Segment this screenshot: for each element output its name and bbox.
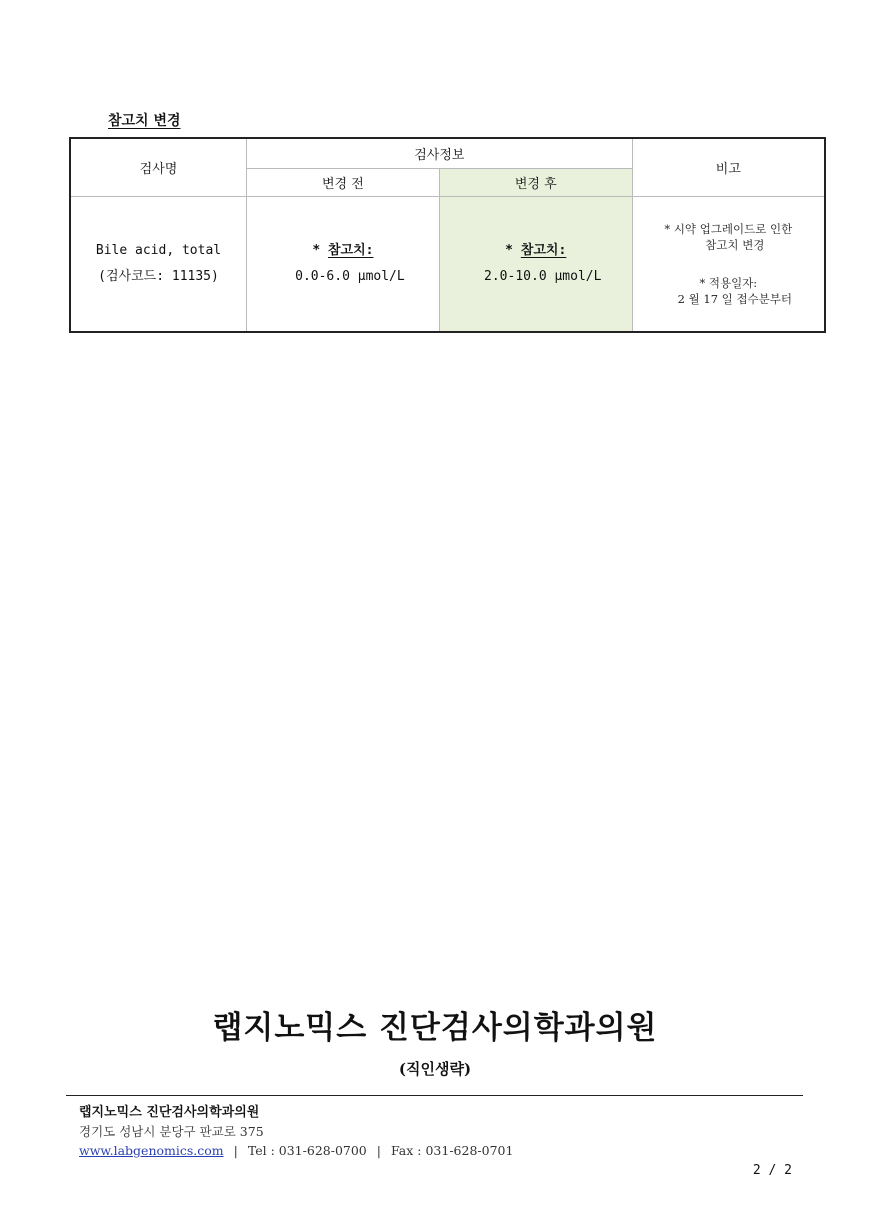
note-reason-line1: * 시약 업그레이드로 인한: [664, 221, 793, 236]
footer: [79, 1103, 513, 1160]
test-name: Bile acid, total: [95, 242, 222, 258]
test-name-cell: [70, 196, 247, 332]
after-label-star: *: [505, 242, 513, 258]
after-label-text: 참고치:: [520, 242, 567, 258]
footer-divider: [66, 1095, 803, 1096]
note-reason: [633, 221, 824, 253]
reference-change-table: [69, 137, 826, 333]
footer-address: 경기도 성남시 분당구 판교로 375: [79, 1124, 264, 1139]
note-reason-line2: 참고치 변경: [705, 237, 765, 252]
note-effective-date: [633, 275, 824, 307]
after-value: 2.0-10.0 μmol/L: [484, 268, 602, 284]
note-cell: [632, 196, 825, 332]
test-code: (검사코드: 11135): [98, 268, 219, 284]
note-date-line2: 2 월 17 일 접수분부터: [677, 291, 792, 306]
table-row: [70, 196, 825, 332]
separator: |: [233, 1143, 238, 1158]
header-test-info: 검사정보: [247, 138, 633, 168]
footer-fax: Fax : 031-628-0701: [390, 1143, 514, 1158]
footer-lab-name: 랩지노믹스 진단검사의학과의원: [79, 1105, 260, 1120]
website-link[interactable]: www.labgenomics.com: [79, 1143, 224, 1158]
before-label-text: 참고치:: [327, 242, 374, 258]
footer-contact: [79, 1141, 513, 1160]
before-label-star: *: [312, 242, 321, 258]
note-date-line1: * 적용일자:: [699, 275, 758, 290]
after-label: [440, 238, 632, 264]
page-number: 2 / 2: [752, 1163, 792, 1178]
header-note: 비고: [632, 138, 825, 196]
before-value: 0.0-6.0 μmol/L: [295, 268, 405, 284]
header-test-name: 검사명: [70, 138, 247, 196]
header-after: 변경 후: [439, 168, 632, 196]
seal-omitted-note: (직인생략): [398, 1060, 472, 1078]
footer-tel: Tel : 031-628-0700: [247, 1143, 367, 1158]
header-before: 변경 전: [247, 168, 440, 196]
separator: |: [376, 1143, 381, 1158]
section-title: 참고치 변경: [108, 113, 181, 129]
before-label: [247, 238, 439, 264]
after-cell: [439, 196, 632, 332]
before-cell: [247, 196, 440, 332]
lab-name-title: 랩지노믹스 진단검사의학과의원: [212, 1010, 658, 1046]
